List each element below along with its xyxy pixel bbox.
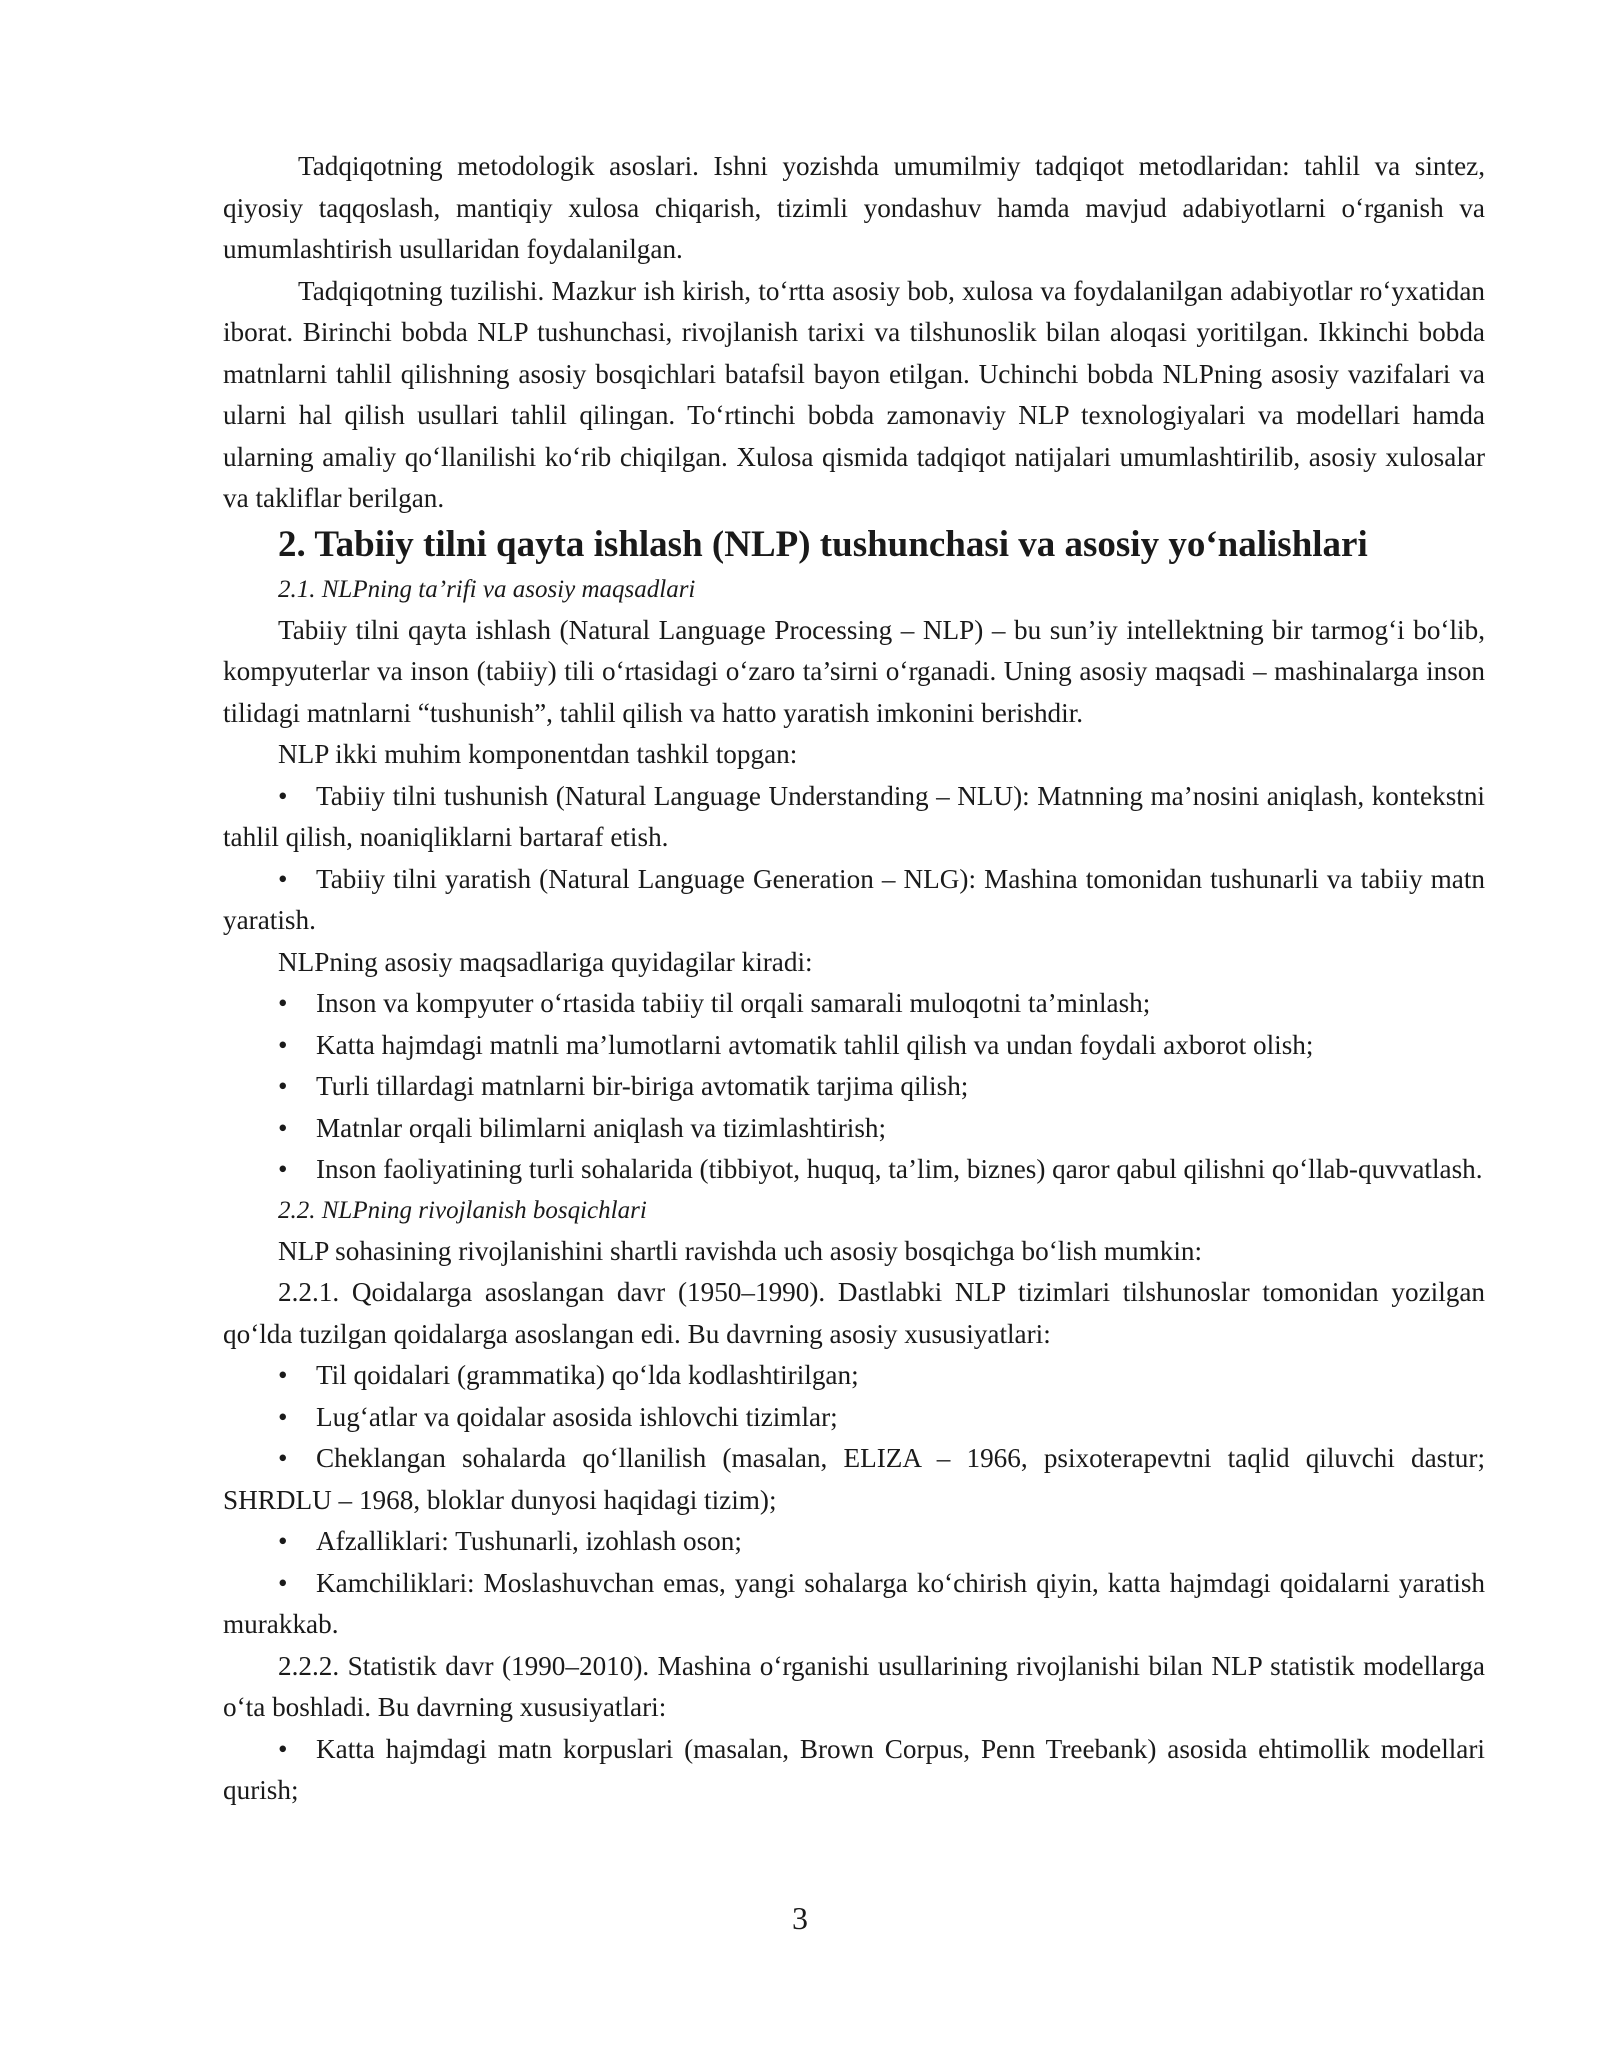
bullet-icon: • bbox=[278, 1360, 288, 1390]
paragraph-statistical-era: 2.2.2. Statistik davr (1990–2010). Mashina o‘rganishi usullarining rivojlanishi bilan NLP statistik modellarga o‘ta boshladi. Bu davrning xususiyatlari: bbox=[223, 1650, 1485, 1722]
list-item-text: Cheklangan sohalarda qo‘llanilish (masalan, ELIZA – 1966, psixoterapevtni taqlid qiluvchi dastur; SHRDLU – 1968, bloklar dunyosi haqidagi tizim); bbox=[223, 1443, 1485, 1515]
list-item bbox=[223, 1066, 1485, 1108]
list-item bbox=[223, 859, 1485, 942]
list-item-text: Turli tillardagi matnlarni bir-biriga avtomatik tarjima qilish; bbox=[316, 1071, 969, 1101]
bullet-icon: • bbox=[278, 863, 288, 894]
bullet-icon: • bbox=[278, 780, 288, 811]
bullet-icon: • bbox=[278, 1526, 288, 1556]
list-item bbox=[223, 1149, 1485, 1191]
section-heading: 2. Tabiiy tilni qayta ishlash (NLP) tushunchasi va asosiy yo‘nalishlari bbox=[278, 523, 1368, 565]
list-item-text: Til qoidalari (grammatika) qo‘lda kodlashtirilgan; bbox=[316, 1360, 859, 1390]
bullet-icon: • bbox=[278, 988, 288, 1018]
paragraph-methodology: Tadqiqotning metodologik asoslari. Ishni yozishda umumilmiy tadqiqot metodlaridan: tahlil va sintez, qiyosiy taqqoslash, mantiqiy xulosa chiqarish, tizimli yondashuv hamda mavjud adabiyotlarni o‘rganish va umumlashtirish usullaridan foydalanilgan. bbox=[223, 151, 1485, 264]
list-item-text: Katta hajmdagi matnli ma’lumotlarni avtomatik tahlil qilish va undan foydali axborot olish; bbox=[316, 1029, 1314, 1060]
bullet-icon: • bbox=[278, 1071, 288, 1101]
bullet-icon: • bbox=[278, 1733, 288, 1764]
paragraph-rule-based-era: 2.2.1. Qoidalarga asoslangan davr (1950–1990). Dastlabki NLP tizimlari tilshunoslar tomonidan yozilgan qo‘lda tuzilgan qoidalarga asoslangan edi. Bu davrning asosiy xususiyatlari: bbox=[223, 1277, 1485, 1349]
subsection-heading-2-1: 2.1. NLPning ta’rifi va asosiy maqsadlari bbox=[278, 575, 696, 603]
list-item-text: Tabiiy tilni tushunish (Natural Language Understanding – NLU): Matnning ma’nosini aniqlash, kontekstni tahlil qilish, noaniqliklarni bartaraf etish. bbox=[223, 780, 1485, 852]
list-item bbox=[223, 1025, 1485, 1067]
bullet-icon: • bbox=[278, 1401, 288, 1432]
bullet-icon: • bbox=[278, 1567, 288, 1598]
paragraph-stages-intro: NLP sohasining rivojlanishini shartli ravishda uch asosiy bosqichga bo‘lish mumkin: bbox=[278, 1235, 1203, 1266]
document-page bbox=[223, 146, 1485, 1812]
paragraph-components-intro: NLP ikki muhim komponentdan tashkil topgan: bbox=[278, 739, 798, 769]
list-item bbox=[223, 1438, 1485, 1521]
list-item-text: Lug‘atlar va qoidalar asosida ishlovchi tizimlar; bbox=[316, 1401, 838, 1432]
list-item-text: Tabiiy tilni yaratish (Natural Language Generation – NLG): Mashina tomonidan tushunarli va tabiiy matn yaratish. bbox=[223, 863, 1485, 935]
paragraph-nlp-definition: Tabiiy tilni qayta ishlash (Natural Language Processing – NLP) – bu sun’iy intellektning bir tarmog‘i bo‘lib, kompyuterlar va inson (tabiiy) tili o‘rtasidagi o‘zaro ta’sirni o‘rganadi. Uning asosiy maqsadi – mashinalarga inson tilidagi matnlarni “tushunish”, tahlil qilish va hatto yaratish imkonini berishdir. bbox=[223, 614, 1485, 728]
bullet-icon: • bbox=[278, 1443, 288, 1473]
list-item-text: Kamchiliklari: Moslashuvchan emas, yangi sohalarga ko‘chirish qiyin, katta hajmdagi qoidalarni yaratish murakkab. bbox=[223, 1567, 1485, 1639]
subsection-heading-2-2: 2.2. NLPning rivojlanish bosqichlari bbox=[278, 1196, 647, 1224]
list-item-text: Katta hajmdagi matn korpuslari (masalan, Brown Corpus, Penn Treebank) asosida ehtimollik modellari qurish; bbox=[223, 1733, 1485, 1805]
paragraph-goals-intro: NLPning asosiy maqsadlariga quyidagilar kiradi: bbox=[278, 946, 813, 977]
bullet-icon: • bbox=[278, 1112, 288, 1143]
page-number: 3 bbox=[792, 1900, 808, 1936]
list-item-text: Inson faoliyatining turli sohalarida (tibbiyot, huquq, ta’lim, biznes) qaror qabul qilishni qo‘llab-quvvatlash. bbox=[316, 1154, 1483, 1184]
bullet-icon: • bbox=[278, 1029, 288, 1060]
list-item-text: Afzalliklari: Tushunarli, izohlash oson; bbox=[316, 1526, 742, 1556]
paragraph-structure: Tadqiqotning tuzilishi. Mazkur ish kirish, to‘rtta asosiy bob, xulosa va foydalanilgan adabiyotlar ro‘yxatidan iborat. Birinchi bobda NLP tushunchasi, rivojlanish tarixi va tilshunoslik bilan aloqasi yoritilgan. Ikkinchi bobda matnlarni tahlil qilishning asosiy bosqichlari batafsil bayon etilgan. Uchinchi bobda NLPning asosiy vazifalari va ularni hal qilish usullari tahlil qilingan. To‘rtinchi bobda zamonaviy NLP texnologiyalari va modellari hamda ularning amaliy qo‘llanilishi ko‘rib chiqilgan. Xulosa qismida tadqiqot natijalari umumlashtirilib, asosiy xulosalar va takliflar berilgan. bbox=[223, 275, 1485, 513]
bullet-icon: • bbox=[278, 1154, 288, 1184]
list-item-text: Matnlar orqali bilimlarni aniqlash va tizimlashtirish; bbox=[316, 1112, 887, 1143]
list-item bbox=[223, 1397, 1485, 1439]
list-item bbox=[223, 1108, 1485, 1150]
list-item bbox=[223, 776, 1485, 859]
list-item-text: Inson va kompyuter o‘rtasida tabiiy til orqali samarali muloqotni ta’minlash; bbox=[316, 988, 1151, 1018]
list-item bbox=[223, 1729, 1485, 1812]
list-item bbox=[223, 1563, 1485, 1646]
list-item bbox=[223, 1355, 1485, 1397]
list-item bbox=[223, 983, 1485, 1025]
list-item bbox=[223, 1521, 1485, 1563]
